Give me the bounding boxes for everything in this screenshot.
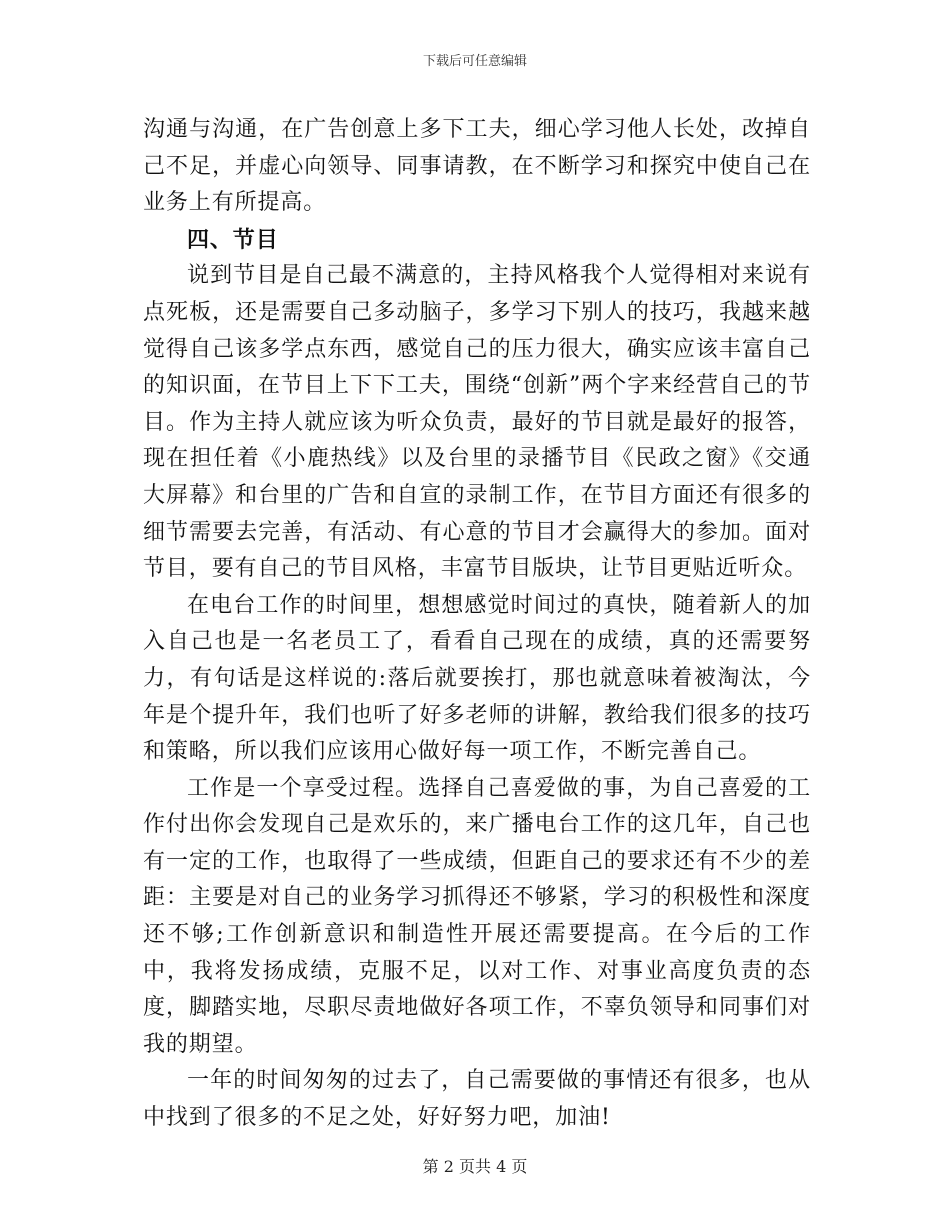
paragraph-work-enjoyment: 工作是一个享受过程。选择自己喜爱做的事，为自己喜爱的工作付出你会发现自己是欢乐的，来广播电台工作的这几年，自己也有一定的工作，也取得了一些成绩，但距自己的要求还有不少的差距：主要是对自己的业务学习抓得还不够紧，学习的积极性和深度还不够;工作创新意识和制造性开展还需要提高。在今后的工作中，我将发扬成绩，克服不足，以对工作、对事业高度负责的态度，脚踏实地，尽职尽责地做好各项工作，不辜负领导和同事们对我的期望。	[143, 775, 811, 1057]
document-body	[143, 112, 811, 1137]
page-header: 下载后可任意编辑	[422, 54, 527, 69]
paragraph-station-time: 在电台工作的时间里，想想感觉时间过的真快，随着新人的加入自己也是一名老员工了，看看自己现在的成绩，真的还需要努力，有句话是这样说的:落后就要挨打，那也就意味着被淘汰，今年是个提升年，我们也听了好多老师的讲解，教给我们很多的技巧和策略，所以我们应该用心做好每一项工作，不断完善自己。	[143, 592, 811, 765]
section-heading: 四、节目	[187, 226, 279, 253]
continuation-paragraph: 沟通与沟通，在广告创意上多下工夫，细心学习他人长处，改掉自己不足，并虚心向领导、同事请教，在不断学习和探究中使自己在业务上有所提高。	[143, 117, 811, 216]
paragraph-closing: 一年的时间匆匆的过去了，自己需要做的事情还有很多，也从中找到了很多的不足之处，好好努力吧，加油!	[143, 1068, 811, 1131]
page-footer: 第 2 页共 4 页	[422, 1157, 528, 1176]
paragraph-programs: 说到节目是自己最不满意的，主持风格我个人觉得相对来说有点死板，还是需要自己多动脑子，多学习下别人的技巧，我越来越觉得自己该多学点东西，感觉自己的压力很大，确实应该丰富自己的知识面，在节目上下下工夫，围绕“创新”两个字来经营自己的节目。作为主持人就应该为听众负责，最好的节目就是最好的报答，现在担任着《小鹿热线》以及台里的录播节目《民政之窗》《交通大屏幕》和台里的广告和自宣的录制工作，在节目方面还有很多的细节需要去完善，有活动、有心意的节目才会赢得大的参加。面对节目，要有自己的节目风格，丰富节目版块，让节目更贴近听众。	[143, 263, 811, 582]
